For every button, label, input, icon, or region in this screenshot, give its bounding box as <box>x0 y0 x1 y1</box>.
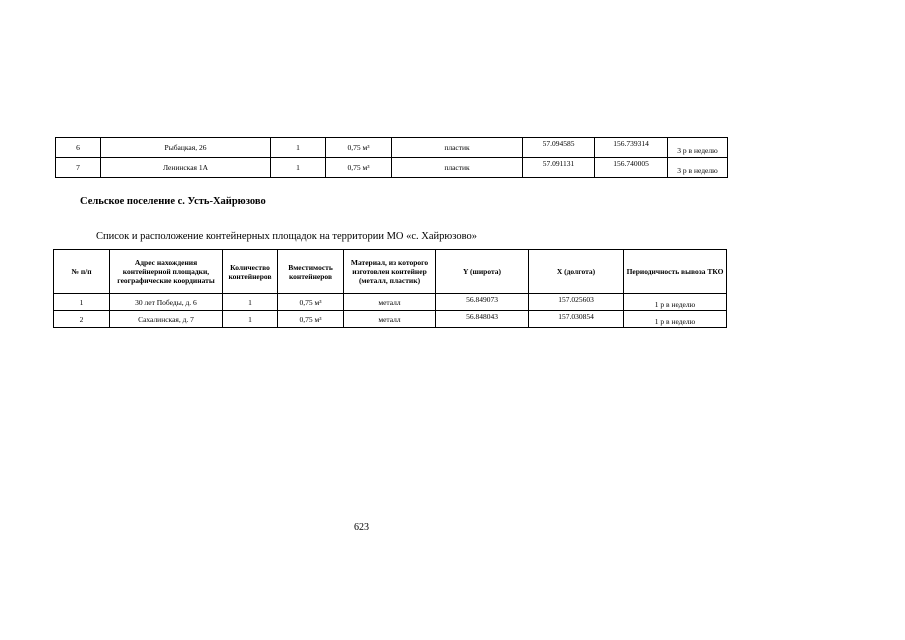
header-material: Материал, из которого изготовлен контейнер (металл, пластик) <box>344 250 436 294</box>
header-latitude: Y (широта) <box>436 250 529 294</box>
material-cell: металл <box>344 311 436 328</box>
longitude-cell: 157.025603 <box>529 294 624 311</box>
longitude-cell: 156.739314 <box>595 138 668 158</box>
header-frequency: Периодичность вывоза ТКО <box>624 250 727 294</box>
page-number: 623 <box>354 522 369 533</box>
latitude-cell: 57.094585 <box>523 138 595 158</box>
count-cell: 1 <box>271 158 326 178</box>
section-heading: Сельское поселение с. Усть-Хайрюзово <box>80 196 266 207</box>
table-row <box>54 294 727 311</box>
longitude-cell: 157.030854 <box>529 311 624 328</box>
latitude-cell: 56.849073 <box>436 294 529 311</box>
continued-container-table <box>55 137 728 178</box>
frequency-cell: 1 р в неделю <box>624 294 727 311</box>
header-count: Количество контейнеров <box>223 250 278 294</box>
row-number: 2 <box>54 311 110 328</box>
frequency-cell: 3 р в неделю <box>668 158 728 178</box>
address-cell: Ленинская 1А <box>101 158 271 178</box>
header-address: Адрес нахождения контейнерной площадки, географические координаты <box>110 250 223 294</box>
address-cell: Сахалинская, д. 7 <box>110 311 223 328</box>
volume-cell: 0,75 м³ <box>278 311 344 328</box>
count-cell: 1 <box>223 294 278 311</box>
count-cell: 1 <box>223 311 278 328</box>
table-row <box>56 158 728 178</box>
row-number: 6 <box>56 138 101 158</box>
header-longitude: X (долгота) <box>529 250 624 294</box>
container-sites-table <box>53 249 727 328</box>
volume-cell: 0,75 м³ <box>326 138 392 158</box>
material-cell: пластик <box>392 158 523 178</box>
latitude-cell: 57.091131 <box>523 158 595 178</box>
header-num: № п/п <box>54 250 110 294</box>
row-number: 1 <box>54 294 110 311</box>
material-cell: металл <box>344 294 436 311</box>
material-cell: пластик <box>392 138 523 158</box>
volume-cell: 0,75 м³ <box>326 158 392 178</box>
table-header-row <box>54 250 727 294</box>
list-title: Список и расположение контейнерных площадок на территории МО «с. Хайрюзово» <box>96 231 477 242</box>
latitude-cell: 56.848043 <box>436 311 529 328</box>
table-row <box>54 311 727 328</box>
count-cell: 1 <box>271 138 326 158</box>
table-row <box>56 138 728 158</box>
longitude-cell: 156.740005 <box>595 158 668 178</box>
frequency-cell: 3 р в неделю <box>668 138 728 158</box>
row-number: 7 <box>56 158 101 178</box>
frequency-cell: 1 р в неделю <box>624 311 727 328</box>
address-cell: 30 лет Победы, д. 6 <box>110 294 223 311</box>
header-volume: Вместимость контейнеров <box>278 250 344 294</box>
volume-cell: 0,75 м³ <box>278 294 344 311</box>
address-cell: Рыбацкая, 26 <box>101 138 271 158</box>
